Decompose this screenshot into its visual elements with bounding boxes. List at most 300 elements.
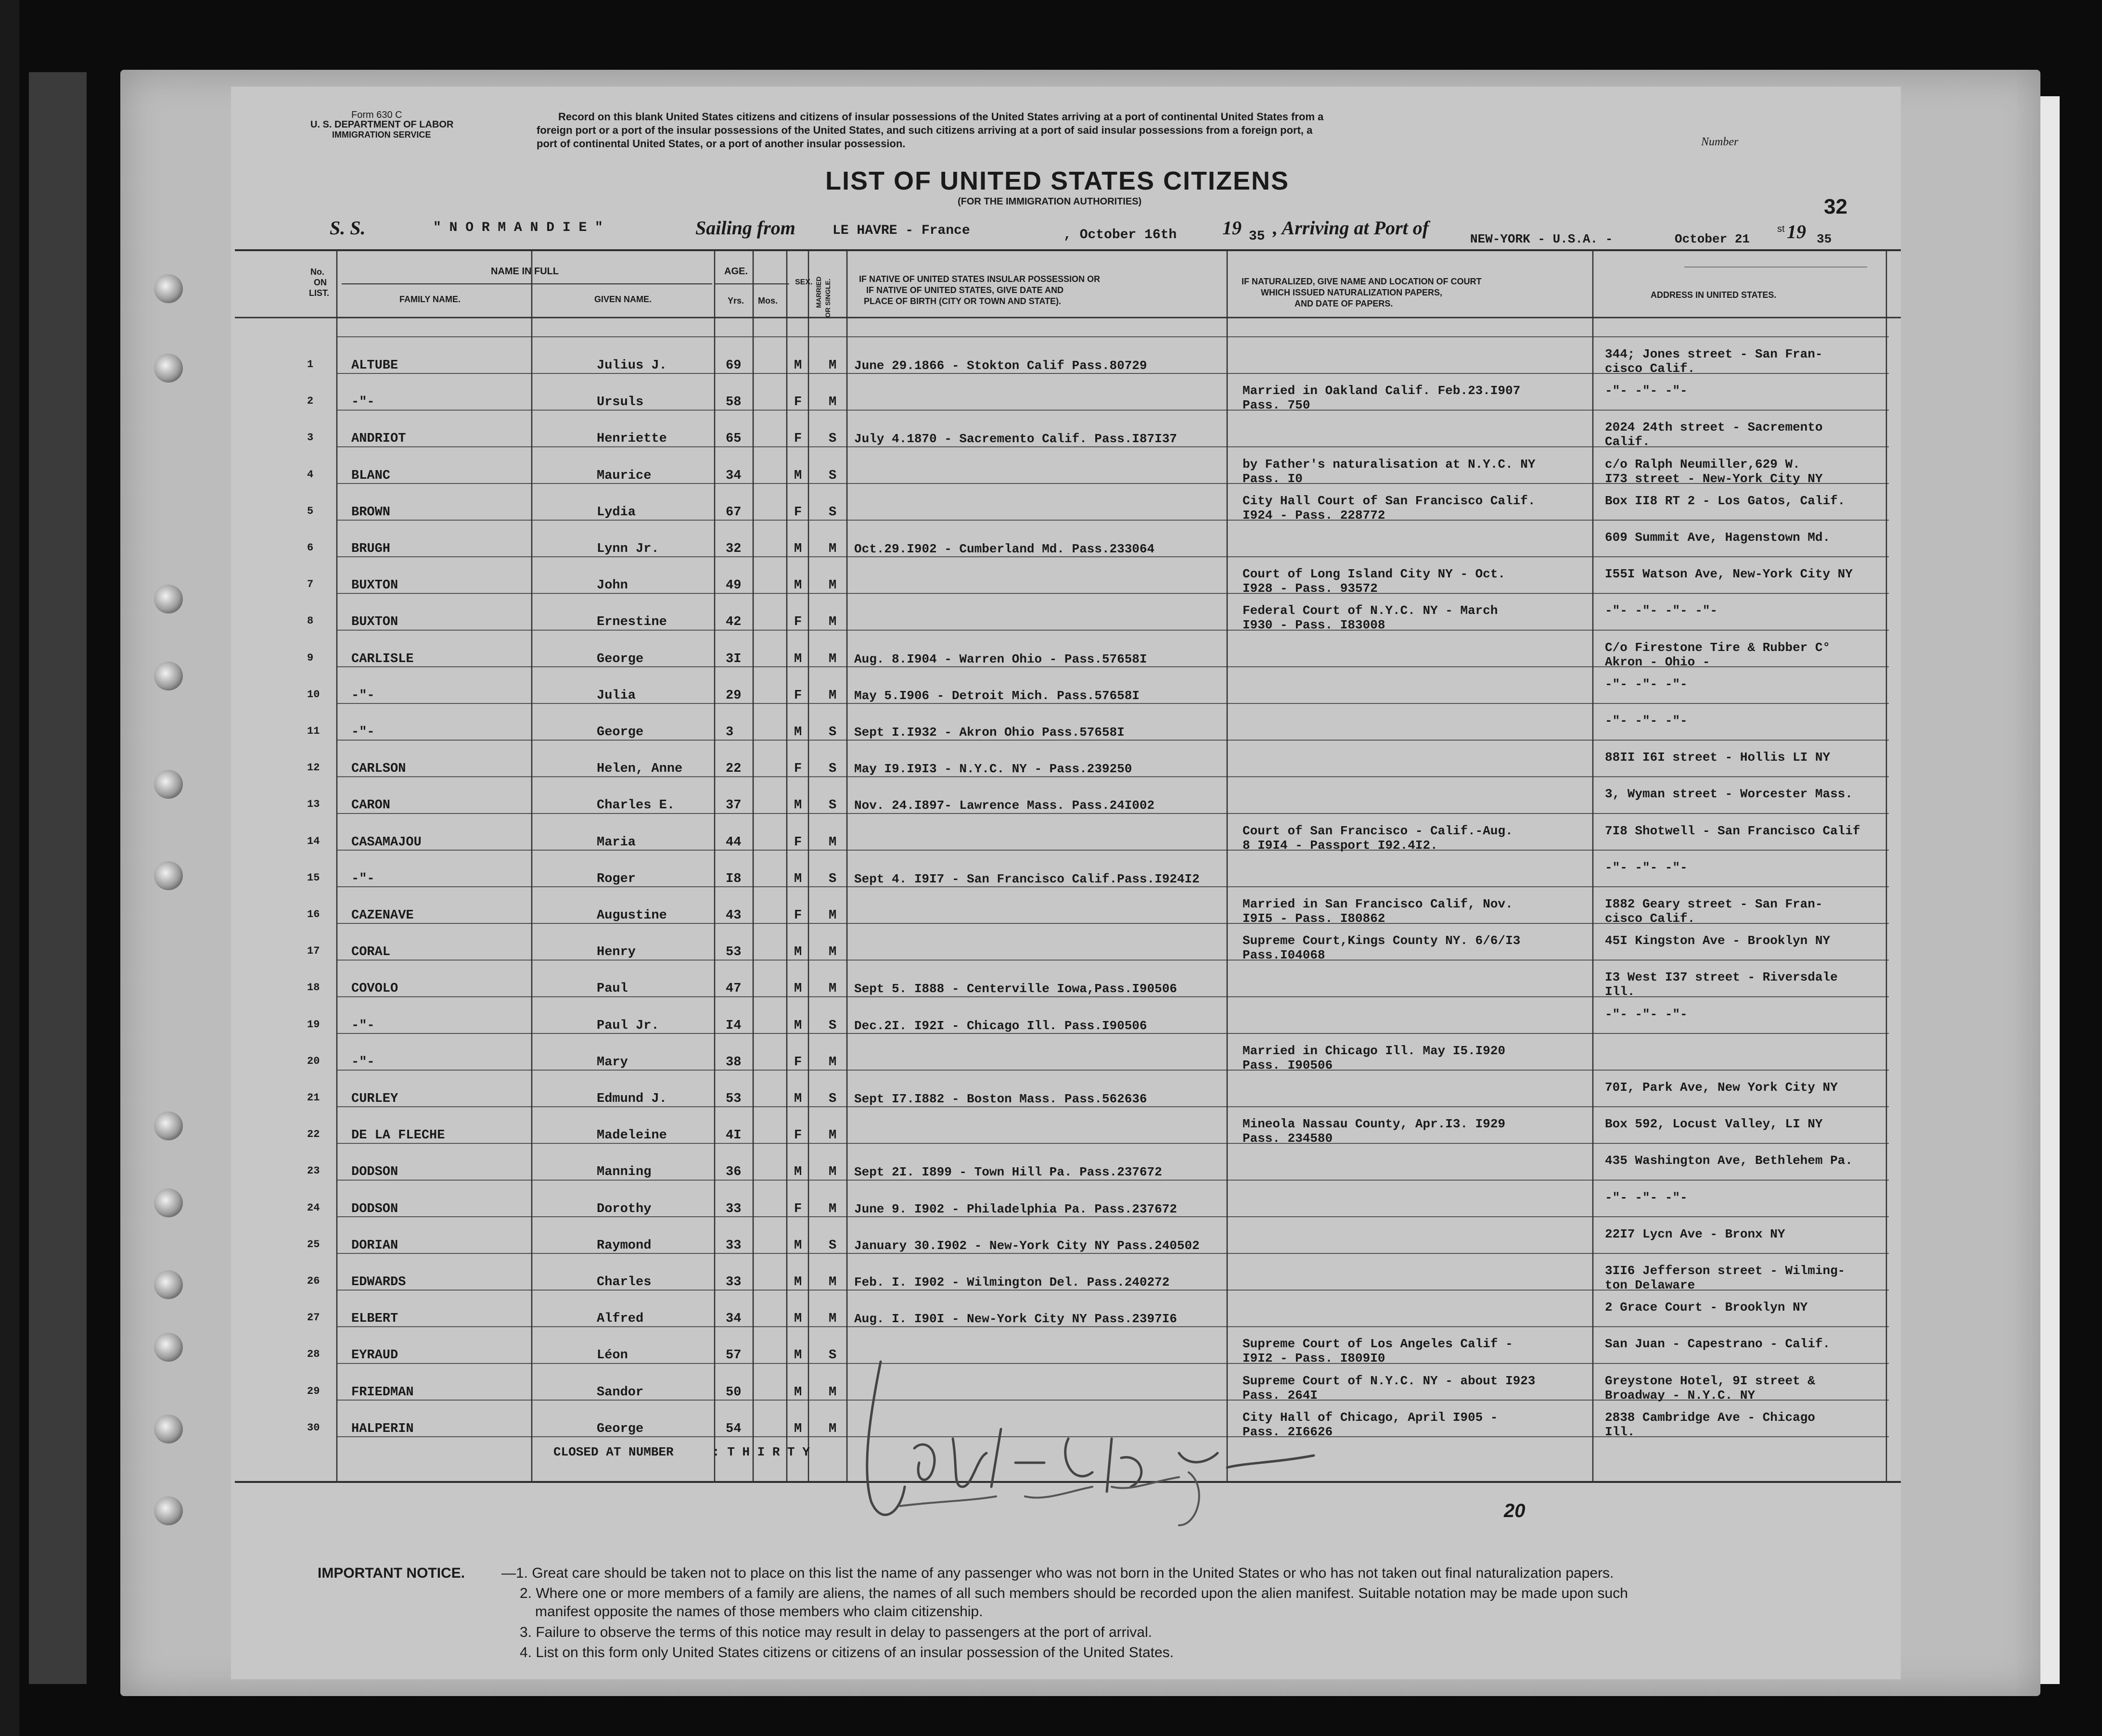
sex: F [794, 908, 802, 923]
header-naturalized: AND DATE OF PAPERS. [1295, 299, 1393, 308]
sex: F [794, 835, 802, 850]
row-number: 16 [307, 908, 320, 920]
sex: F [794, 1201, 802, 1216]
page-number: 32 [1824, 195, 1847, 218]
address-line: 22I7 Lycn Ave - Bronx NY [1605, 1226, 1785, 1241]
age-years: 57 [726, 1348, 742, 1363]
departure-date: , October 16th [1064, 228, 1177, 243]
header-birth: IF NATIVE OF UNITED STATES, GIVE DATE AND [866, 285, 1064, 295]
family-name: -"- [351, 688, 375, 703]
birth-info: Aug. I. I90I - New-York City NY Pass.2397I6 [854, 1312, 1177, 1327]
address-line: c/o Ralph Neumiller,629 W. [1605, 457, 1800, 472]
address-line: Akron - Ohio - [1605, 654, 1710, 669]
marital-status: S [829, 505, 837, 520]
family-name: ELBERT [351, 1312, 398, 1327]
address-line: 45I Kingston Ave - Brooklyn NY [1605, 933, 1831, 948]
family-name: CARON [351, 798, 391, 813]
address-line: cisco Calif. [1605, 911, 1695, 926]
sex: M [794, 1385, 802, 1400]
naturalization-line: Supreme Court,Kings County NY. 6/6/I3 [1243, 933, 1521, 948]
ss-label: S. S. [330, 217, 366, 239]
row-number: 27 [307, 1312, 320, 1324]
arrival-date: October 21 [1675, 232, 1750, 246]
sex: F [794, 1055, 802, 1070]
given-name: Charles [597, 1275, 652, 1289]
age-years: 33 [726, 1201, 742, 1216]
sex: M [794, 798, 802, 813]
age-years: 44 [726, 835, 742, 850]
sex: M [794, 871, 802, 886]
address-line: 2 Grace Court - Brooklyn NY [1605, 1300, 1808, 1315]
age-years: 67 [726, 505, 742, 520]
header-yrs: Yrs. [728, 296, 744, 306]
marital-status: S [829, 871, 837, 886]
marital-status: S [829, 762, 837, 777]
address-line: -"- -"- -"- [1605, 383, 1688, 398]
row-number: 20 [307, 1055, 320, 1067]
sex: M [794, 468, 802, 483]
address-line: Greystone Hotel, 9I street & [1605, 1373, 1815, 1388]
marital-status: S [829, 1238, 837, 1253]
marital-status: M [829, 1165, 837, 1180]
header-birth: IF NATIVE OF UNITED STATES INSULAR POSSESSION OR [859, 274, 1101, 284]
marital-status: M [829, 651, 837, 666]
marital-status: M [829, 1055, 837, 1070]
birth-info: Aug. 8.I904 - Warren Ohio - Pass.57658I [854, 651, 1147, 666]
family-name: BUXTON [351, 615, 398, 630]
birth-info: Sept I7.I882 - Boston Mass. Pass.562636 [854, 1092, 1147, 1106]
address-line: Broadway - N.Y.C. NY [1605, 1388, 1756, 1403]
form-title: LIST OF UNITED STATES CITIZENS [825, 166, 1289, 195]
age-years: 49 [726, 578, 742, 593]
naturalization-line: City Hall of Chicago, April I905 - [1243, 1410, 1498, 1425]
naturalization-line: I9I2 - Pass. I809I0 [1243, 1351, 1385, 1366]
address-line: 2024 24th street - Sacremento [1605, 420, 1823, 435]
inspector-signature [842, 1342, 1323, 1545]
arrival-year-prefix: 19 [1787, 221, 1806, 243]
sex: F [794, 688, 802, 703]
family-name: HALPERIN [351, 1421, 414, 1436]
row-number: 21 [307, 1092, 320, 1104]
naturalization-line: Pass. I90506 [1243, 1058, 1333, 1072]
address-line: -"- -"- -"- [1605, 1190, 1688, 1205]
sex: M [794, 1092, 802, 1106]
sex: M [794, 725, 802, 740]
notice-item: 4. List on this form only United States citizens or citizens of an insular possession of the United States. [520, 1645, 1174, 1660]
family-name: -"- [351, 725, 375, 740]
naturalization-line: I930 - Pass. I83008 [1243, 618, 1385, 633]
family-name: -"- [351, 1018, 375, 1033]
sex: M [794, 1018, 802, 1033]
marital-status: M [829, 945, 837, 960]
header-married: MARRIED [815, 276, 822, 308]
naturalization-line: Married in Oakland Calif. Feb.23.I907 [1243, 383, 1521, 398]
address-line: -"- -"- -"- [1605, 677, 1688, 691]
address-line: San Juan - Capestrano - Calif. [1605, 1337, 1831, 1352]
family-name: ALTUBE [351, 358, 398, 373]
family-name: CARLSON [351, 762, 406, 777]
address-line: I73 street - New-York City NY [1605, 471, 1823, 486]
sex: M [794, 578, 802, 593]
row-number: 23 [307, 1165, 320, 1177]
given-name: Maria [597, 835, 636, 850]
address-line: 88II I6I street - Hollis LI NY [1605, 750, 1831, 765]
address-line: -"- -"- -"- [1605, 860, 1688, 875]
row-number: 5 [307, 505, 314, 517]
age-years: 54 [726, 1421, 742, 1436]
row-number: 17 [307, 945, 320, 957]
age-years: 38 [726, 1055, 742, 1070]
address-line: 435 Washington Ave, Bethlehem Pa. [1605, 1153, 1853, 1168]
given-name: Charles E. [597, 798, 675, 813]
address-line: 3II6 Jefferson street - Wilming- [1605, 1264, 1846, 1278]
row-number: 25 [307, 1238, 320, 1251]
naturalization-line: Married in Chicago Ill. May I5.I920 [1243, 1043, 1506, 1058]
sex: M [794, 1275, 802, 1289]
instruction-line: Record on this blank United States citizens and citizens of insular possessions of the United States arriving at a port of continental United States from a [558, 111, 1324, 123]
marital-status: M [829, 615, 837, 630]
naturalization-line: Pass. 234580 [1243, 1131, 1333, 1146]
arrival-year: 35 [1817, 232, 1832, 246]
sex: M [794, 945, 802, 960]
family-name: EDWARDS [351, 1275, 406, 1289]
address-line: -"- -"- -"- [1605, 1007, 1688, 1021]
header-no: ON [314, 278, 327, 287]
age-years: 34 [726, 468, 742, 483]
birth-info: June 29.1866 - Stokton Calif Pass.80729 [854, 358, 1147, 373]
address-line: Ill. [1605, 984, 1635, 999]
header-birth: PLACE OF BIRTH (CITY OR TOWN AND STATE). [864, 296, 1061, 306]
row-number: 22 [307, 1128, 320, 1141]
header-given-name: GIVEN NAME. [594, 294, 652, 304]
sex: M [794, 1165, 802, 1180]
sailing-from-label: Sailing from [695, 217, 795, 239]
marital-status: S [829, 432, 837, 447]
instruction-line: foreign port or a port of the insular possessions of the United States, and such citizens arriving at a port of said insular possessions from a foreign port, a [537, 124, 1313, 136]
row-number: 15 [307, 871, 320, 884]
given-name: Manning [597, 1165, 652, 1180]
naturalization-line: Pass. 2I6626 [1243, 1424, 1333, 1439]
age-years: 65 [726, 432, 742, 447]
marital-status: M [829, 982, 837, 996]
row-number: 8 [307, 615, 314, 627]
marital-status: M [829, 908, 837, 923]
given-name: Henriette [597, 432, 667, 447]
family-name: DE LA FLECHE [351, 1128, 445, 1143]
header-name-in-full: NAME IN FULL [491, 266, 559, 277]
marital-status: M [829, 1128, 837, 1143]
given-name: Ursuls [597, 395, 644, 410]
given-name: Augustine [597, 908, 667, 923]
sex: M [794, 982, 802, 996]
department-label: U. S. DEPARTMENT OF LABOR [310, 119, 454, 130]
sex: M [794, 651, 802, 666]
naturalization-line: Pass.I04068 [1243, 948, 1325, 963]
age-years: 3I [726, 651, 742, 666]
naturalization-line: Court of Long Island City NY - Oct. [1243, 567, 1506, 582]
stamp-mark: 20 [1504, 1500, 1525, 1521]
sex: F [794, 1128, 802, 1143]
age-years: I4 [726, 1018, 742, 1033]
row-number: 4 [307, 468, 314, 481]
year-prefix: 19 [1222, 217, 1242, 239]
row-number: 7 [307, 578, 314, 591]
age-years: 22 [726, 762, 742, 777]
marital-status: S [829, 1018, 837, 1033]
address-line: 2838 Cambridge Ave - Chicago [1605, 1410, 1815, 1425]
given-name: Julia [597, 688, 636, 703]
closed-at-number-label: CLOSED AT NUMBER [553, 1445, 674, 1459]
header-no: LIST. [309, 288, 330, 298]
family-name: DODSON [351, 1165, 398, 1180]
given-name: Léon [597, 1348, 628, 1363]
given-name: Paul [597, 982, 628, 996]
age-years: 34 [726, 1312, 742, 1327]
arrival-port: NEW-YORK - U.S.A. - [1470, 232, 1613, 246]
birth-info: May I9.I9I3 - N.Y.C. NY - Pass.239250 [854, 762, 1132, 777]
notice-item: 2. Where one or more members of a family are aliens, the names of all such members should be recorded upon the alien manifest. Suitable notation may be made upon such [520, 1585, 1628, 1601]
instruction-line: port of continental United States, or a port of another insular possession. [537, 138, 906, 150]
address-line: I3 West I37 street - Riversdale [1605, 970, 1838, 985]
row-number: 30 [307, 1421, 320, 1434]
marital-status: M [829, 1312, 837, 1327]
row-number: 9 [307, 651, 314, 664]
age-years: 37 [726, 798, 742, 813]
given-name: Edmund J. [597, 1092, 667, 1106]
marital-status: M [829, 578, 837, 593]
notice-item: 3. Failure to observe the terms of this notice may result in delay to passengers at the port of arrival. [520, 1624, 1152, 1640]
age-years: 43 [726, 908, 742, 923]
age-years: 29 [726, 688, 742, 703]
birth-info: Sept I.I932 - Akron Ohio Pass.57658I [854, 725, 1125, 740]
row-number: 13 [307, 798, 320, 811]
marital-status: S [829, 725, 837, 740]
given-name: Lynn Jr. [597, 542, 659, 556]
family-name: EYRAUD [351, 1348, 398, 1363]
arrival-st: st [1777, 224, 1785, 234]
naturalization-line: Federal Court of N.Y.C. NY - March [1243, 603, 1498, 618]
age-years: 4I [726, 1128, 742, 1143]
family-name: BUXTON [351, 578, 398, 593]
row-number: 29 [307, 1385, 320, 1397]
age-years: 58 [726, 395, 742, 410]
birth-info: Nov. 24.I897- Lawrence Mass. Pass.24I002 [854, 798, 1155, 813]
family-name: COVOLO [351, 982, 398, 996]
notice-item: —1. Great care should be taken not to place on this list the name of any passenger who was not born in the United States or who has not taken out final naturalization papers. [501, 1565, 1614, 1581]
marital-status: M [829, 542, 837, 556]
naturalization-line: Court of San Francisco - Calif.-Aug. [1243, 823, 1513, 838]
header-married: OR SINGLE. [824, 279, 832, 318]
marital-status: M [829, 835, 837, 850]
header-family-name: FAMILY NAME. [399, 294, 461, 304]
sex: M [794, 1238, 802, 1253]
given-name: Mary [597, 1055, 628, 1070]
given-name: George [597, 651, 644, 666]
given-name: Paul Jr. [597, 1018, 659, 1033]
sailing-from-port: LE HAVRE - France [833, 223, 970, 238]
family-name: DODSON [351, 1201, 398, 1216]
address-line: ton Delaware [1605, 1278, 1695, 1292]
naturalization-line: I924 - Pass. 228772 [1243, 508, 1385, 523]
address-line: I55I Watson Ave, New-York City NY [1605, 567, 1853, 582]
age-years: 53 [726, 1092, 742, 1106]
address-line: Ill. [1605, 1424, 1635, 1439]
naturalization-line: Pass. I0 [1243, 471, 1303, 486]
number-label: Number [1701, 136, 1739, 148]
birth-info: January 30.I902 - New-York City NY Pass.240502 [854, 1238, 1200, 1253]
given-name: George [597, 725, 644, 740]
row-number: 18 [307, 982, 320, 994]
family-name: ANDRIOT [351, 432, 406, 447]
sex: M [794, 1348, 802, 1363]
naturalization-line: Pass. 750 [1243, 398, 1310, 413]
row-number: 6 [307, 542, 314, 554]
address-line: Box II8 RT 2 - Los Gatos, Calif. [1605, 493, 1846, 508]
marital-status: M [829, 1421, 837, 1436]
given-name: Sandor [597, 1385, 644, 1400]
marital-status: M [829, 1385, 837, 1400]
given-name: Helen, Anne [597, 762, 683, 777]
age-years: 47 [726, 982, 742, 996]
family-name: -"- [351, 395, 375, 410]
birth-info: Sept 5. I888 - Centerville Iowa,Pass.I90506 [854, 982, 1177, 996]
naturalization-line: by Father's naturalisation at N.Y.C. NY [1243, 457, 1536, 472]
address-line: -"- -"- -"- [1605, 714, 1688, 728]
sex: M [794, 1421, 802, 1436]
form-number: Form 630 C [351, 110, 402, 120]
age-years: 33 [726, 1238, 742, 1253]
notice-heading: IMPORTANT NOTICE. [318, 1565, 465, 1581]
age-years: 33 [726, 1275, 742, 1289]
sex: F [794, 395, 802, 410]
age-years: 3 [726, 725, 734, 740]
form-subtitle: (FOR THE IMMIGRATION AUTHORITIES) [958, 196, 1142, 207]
given-name: Henry [597, 945, 636, 960]
service-label: IMMIGRATION SERVICE [332, 130, 431, 140]
sex: F [794, 432, 802, 447]
sex: M [794, 542, 802, 556]
closed-at-number-value: : T H I R T Y [712, 1445, 810, 1459]
given-name: Dorothy [597, 1201, 652, 1216]
given-name: John [597, 578, 628, 593]
given-name: Madeleine [597, 1128, 667, 1143]
age-years: 50 [726, 1385, 742, 1400]
sex: M [794, 358, 802, 373]
age-years: 32 [726, 542, 742, 556]
address-line: Box 592, Locust Valley, LI NY [1605, 1117, 1823, 1132]
age-years: I8 [726, 871, 742, 886]
address-line: 70I, Park Ave, New York City NY [1605, 1080, 1838, 1095]
age-years: 69 [726, 358, 742, 373]
age-years: 42 [726, 615, 742, 630]
given-name: Roger [597, 871, 636, 886]
address-line: 344; Jones street - San Fran- [1605, 347, 1823, 361]
given-name: George [597, 1421, 644, 1436]
birth-info: July 4.1870 - Sacremento Calif. Pass.I87I37 [854, 432, 1177, 447]
row-number: 2 [307, 395, 314, 408]
family-name: DORIAN [351, 1238, 398, 1253]
family-name: BROWN [351, 505, 391, 520]
naturalization-line: Supreme Court of Los Angeles Calif - [1243, 1337, 1513, 1352]
naturalization-line: Married in San Francisco Calif, Nov. [1243, 897, 1513, 911]
arriving-label: , Arriving at Port of [1273, 217, 1429, 239]
family-name: CAZENAVE [351, 908, 414, 923]
marital-status: M [829, 358, 837, 373]
address-line: C/o Firestone Tire & Rubber C° [1605, 640, 1831, 655]
marital-status: S [829, 798, 837, 813]
given-name: Raymond [597, 1238, 652, 1253]
address-line: Calif. [1605, 434, 1650, 449]
family-name: CARLISLE [351, 651, 414, 666]
age-years: 36 [726, 1165, 742, 1180]
birth-info: Oct.29.I902 - Cumberland Md. Pass.233064 [854, 542, 1155, 556]
row-number: 12 [307, 762, 320, 774]
marital-status: M [829, 395, 837, 410]
naturalization-line: Mineola Nassau County, Apr.I3. I929 [1243, 1117, 1506, 1132]
row-number: 1 [307, 358, 314, 370]
header-naturalized: IF NATURALIZED, GIVE NAME AND LOCATION OF COURT [1242, 277, 1482, 286]
ship-name: " N O R M A N D I E " [433, 220, 603, 235]
family-name: CASAMAJOU [351, 835, 422, 850]
family-name: BLANC [351, 468, 391, 483]
birth-info: May 5.I906 - Detroit Mich. Pass.57658I [854, 688, 1140, 703]
header-no: No. [310, 267, 324, 277]
address-line: 7I8 Shotwell - San Francisco Calif [1605, 823, 1860, 838]
marital-status: S [829, 1348, 837, 1363]
departure-year: 35 [1249, 229, 1265, 244]
birth-info: Sept 2I. I899 - Town Hill Pa. Pass.237672 [854, 1165, 1162, 1180]
birth-info: Sept 4. I9I7 - San Francisco Calif.Pass.I924I2 [854, 871, 1200, 886]
given-name: Alfred [597, 1312, 644, 1327]
marital-status: S [829, 468, 837, 483]
naturalization-line: 8 I9I4 - Passport I92.4I2. [1243, 838, 1438, 853]
marital-status: M [829, 688, 837, 703]
row-number: 28 [307, 1348, 320, 1361]
notice-item: manifest opposite the names of those members who claim citizenship. [535, 1604, 983, 1620]
row-number: 24 [307, 1201, 320, 1214]
header-age: AGE. [724, 266, 748, 277]
birth-info: Dec.2I. I92I - Chicago Ill. Pass.I90506 [854, 1018, 1147, 1033]
row-number: 3 [307, 432, 314, 444]
given-name: Lydia [597, 505, 636, 520]
family-name: FRIEDMAN [351, 1385, 414, 1400]
given-name: Julius J. [597, 358, 667, 373]
sex: F [794, 615, 802, 630]
marital-status: M [829, 1275, 837, 1289]
family-name: -"- [351, 1055, 375, 1070]
age-years: 53 [726, 945, 742, 960]
family-name: CURLEY [351, 1092, 398, 1106]
given-name: Ernestine [597, 615, 667, 630]
family-name: -"- [351, 871, 375, 886]
address-line: -"- -"- -"- -"- [1605, 603, 1718, 618]
row-number: 11 [307, 725, 320, 737]
header-naturalized: WHICH ISSUED NATURALIZATION PAPERS, [1261, 288, 1442, 297]
row-number: 26 [307, 1275, 320, 1287]
naturalization-line: Pass. 264I [1243, 1388, 1318, 1403]
naturalization-line: Supreme Court of N.Y.C. NY - about I923 [1243, 1373, 1536, 1388]
header-sex: SEX. [795, 278, 813, 286]
header-mos: Mos. [758, 296, 778, 306]
address-line: cisco Calif. [1605, 361, 1695, 376]
sex: F [794, 762, 802, 777]
sex: M [794, 1312, 802, 1327]
row-number: 14 [307, 835, 320, 847]
family-name: BRUGH [351, 542, 391, 556]
birth-info: June 9. I902 - Philadelphia Pa. Pass.237672 [854, 1201, 1177, 1216]
naturalization-line: City Hall Court of San Francisco Calif. [1243, 493, 1536, 508]
naturalization-line: I928 - Pass. 93572 [1243, 581, 1378, 596]
